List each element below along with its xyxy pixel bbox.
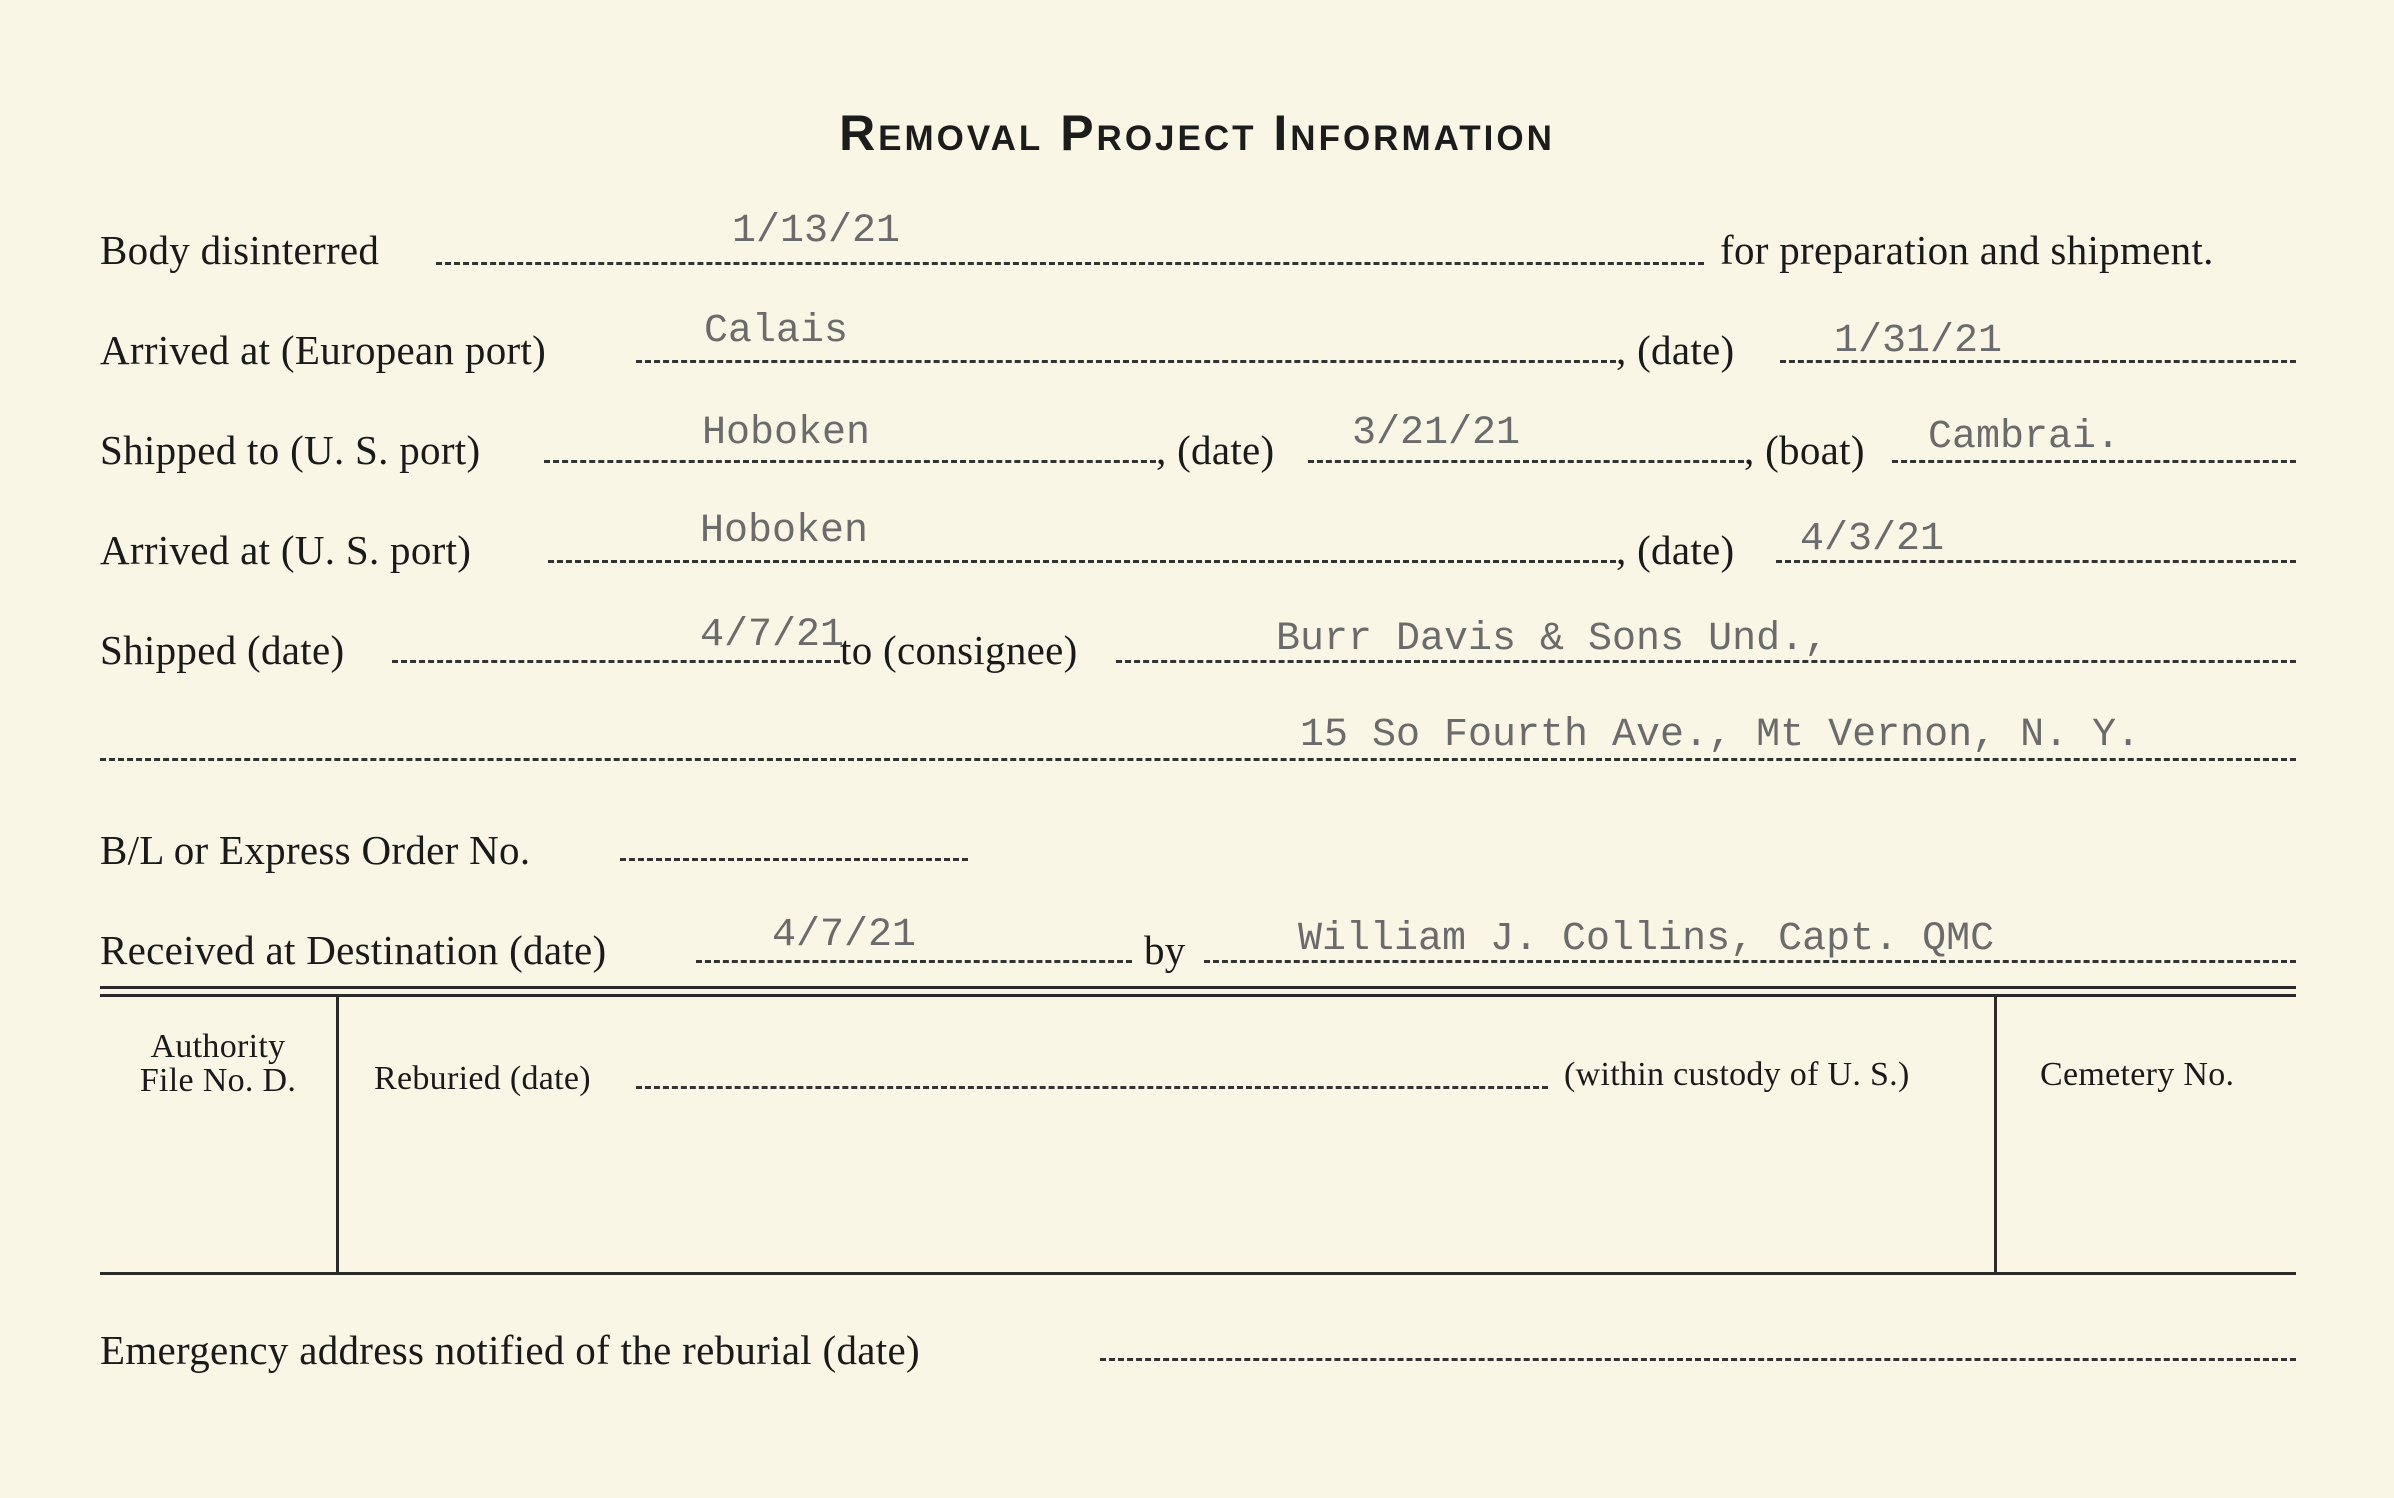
boat-line [1892, 460, 2296, 463]
arrived-us-label: Arrived at (U. S. port) [100, 527, 472, 573]
double-rule-bottom [100, 994, 2296, 997]
shipped-date-line [392, 660, 840, 663]
bl-order-line [620, 858, 968, 861]
received-date-line [696, 960, 1132, 963]
boat-value: Cambrai. [1928, 415, 2121, 460]
body-disinterred-line [436, 262, 1704, 265]
shipped-us-date-value: 3/21/21 [1352, 411, 1521, 456]
arrived-us-date-value: 4/3/21 [1800, 517, 1945, 562]
received-date-value: 4/7/21 [772, 913, 917, 958]
received-by-label: by [1144, 927, 1186, 973]
european-port-value: Calais [704, 309, 849, 354]
lower-section-rule [100, 1272, 2296, 1275]
card-title: Removal Project Information [839, 105, 1555, 161]
authority-label-line1: Authority [150, 1028, 286, 1065]
arrived-us-date-label: , (date) [1616, 527, 1735, 573]
body-disinterred-label: Body disinterred [100, 227, 380, 273]
emergency-label: Emergency address notified of the reburial (date) [100, 1327, 920, 1373]
shipment-suffix: for preparation and shipment. [1720, 227, 2214, 273]
arrived-european-date-label: , (date) [1616, 327, 1735, 373]
custody-label: (within custody of U. S.) [1564, 1056, 1910, 1093]
received-by-value: William J. Collins, Capt. QMC [1298, 917, 1995, 962]
boat-label: , (boat) [1744, 427, 1865, 473]
cemetery-divider [1994, 997, 1997, 1275]
reburied-label: Reburied (date) [374, 1060, 591, 1097]
shipped-us-port-value: Hoboken [702, 411, 871, 456]
arrived-us-port-value: Hoboken [700, 509, 869, 554]
bl-order-label: B/L or Express Order No. [100, 827, 531, 873]
double-rule-top [100, 986, 2296, 989]
arrived-european-line [636, 360, 1616, 363]
consignee-label: to (consignee) [840, 627, 1078, 673]
arrived-european-label: Arrived at (European port) [100, 327, 547, 373]
shipped-date-value: 4/7/21 [700, 613, 845, 658]
shipped-us-label: Shipped to (U. S. port) [100, 427, 481, 473]
arrived-european-date-value: 1/31/21 [1834, 319, 2003, 364]
body-disinterred-value: 1/13/21 [732, 209, 901, 254]
reburied-line [636, 1086, 1548, 1089]
authority-label-line2: File No. D. [139, 1062, 297, 1099]
shipped-date-label: Shipped (date) [100, 627, 345, 673]
consignee-address-value: 15 So Fourth Ave., Mt Vernon, N. Y. [1300, 713, 2141, 758]
address-line [100, 758, 2296, 761]
shipped-us-date-line [1308, 460, 1744, 463]
authority-divider [336, 997, 339, 1275]
cemetery-number-label: Cemetery No. [2040, 1056, 2235, 1093]
shipped-us-date-label: , (date) [1156, 427, 1275, 473]
consignee-value: Burr Davis & Sons Und., [1276, 617, 1829, 662]
emergency-line [1100, 1358, 2296, 1361]
received-label: Received at Destination (date) [100, 927, 607, 973]
arrived-us-line [548, 560, 1616, 563]
shipped-us-line [544, 460, 1156, 463]
